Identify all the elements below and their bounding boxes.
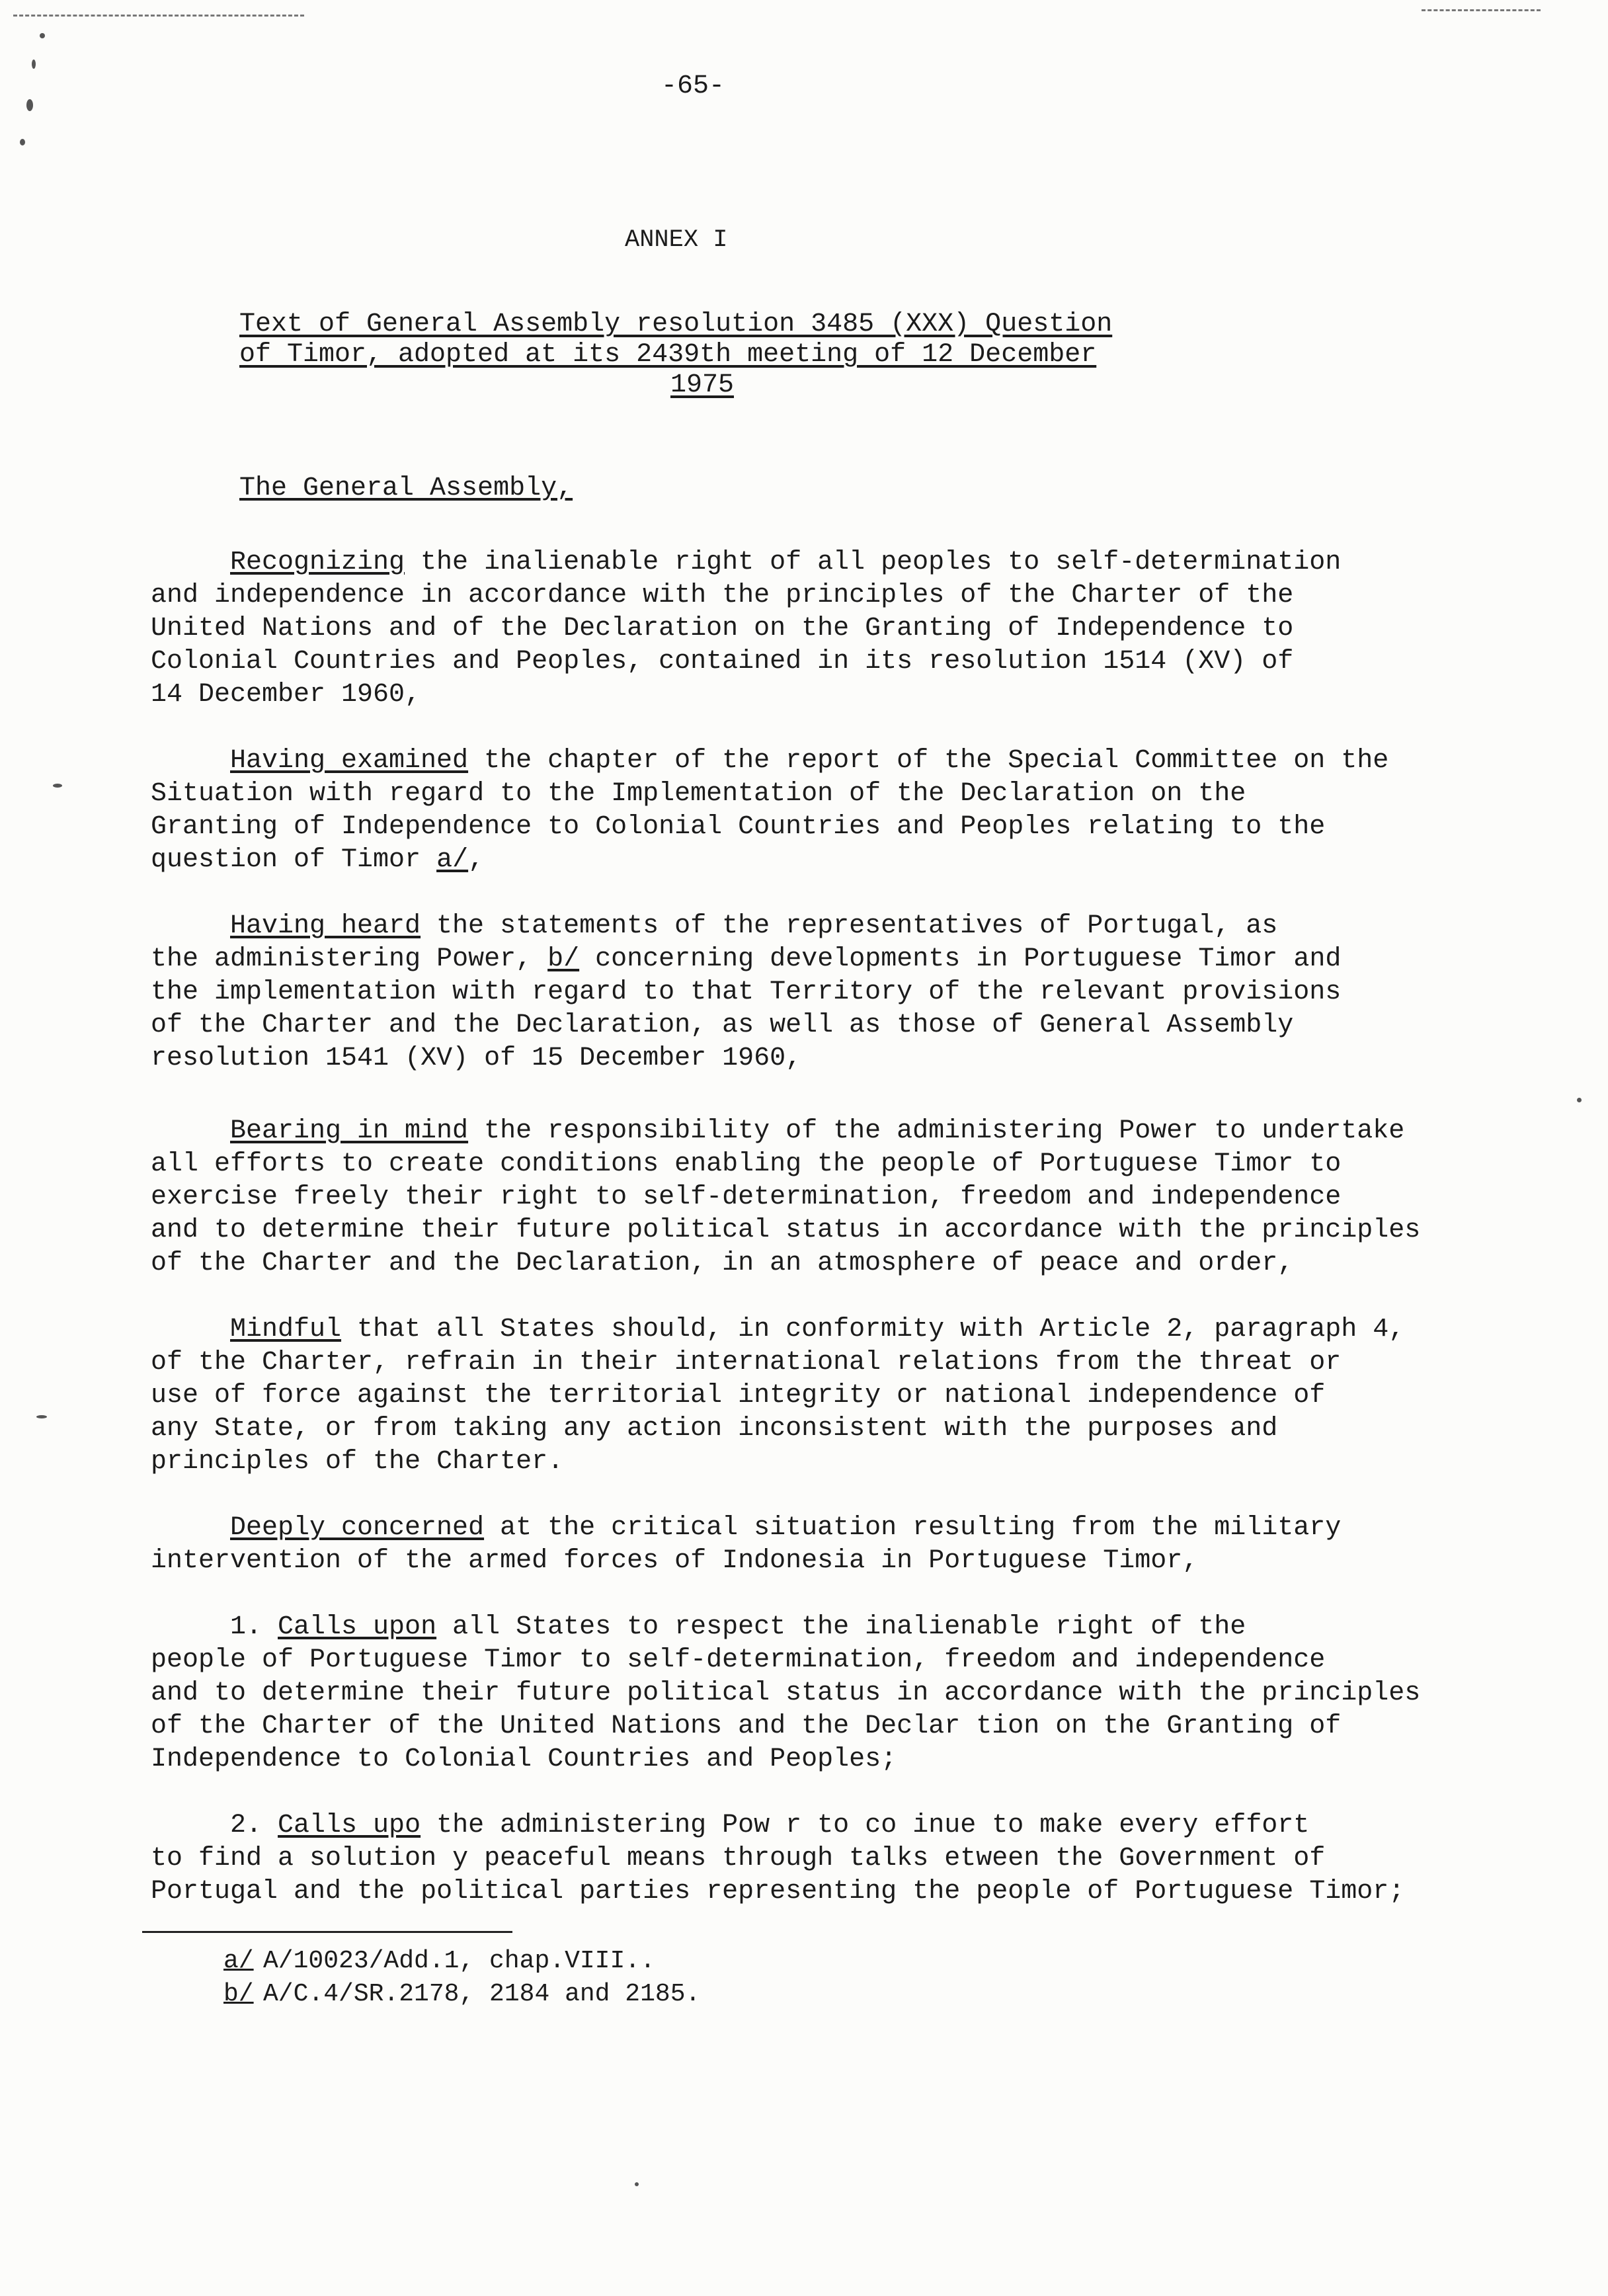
preamble-paragraph-having-heard: Having heard the statements of the representatives of Portugal, as the administering Power, b/ concerning developments in Portuguese Timor and the implementation with regard to that Territory of the relevant provisions of the Charter and the Declaration, as well as those of General Assembly resolution 1541 (XV) of 15 December 1960, [151,911,1342,1073]
scan-artifact [1422,9,1541,11]
footnote-ref-a: a/ [436,845,469,875]
preamble-paragraph-recognizing: Recognizing the inalienable right of all peoples to self-determination and independence in accordance with the principles of the Charter of the United Nations and of the Declaration on the Granting of Independence to Colonial Countries and Peoples, contained in its resolution 1514 (XV) of 14 December 1960, [151,548,1342,710]
operative-paragraph-2: 2. Calls upo the administering Pow r to co inue to make every effort to find a solution y peaceful means through talks etween the Government of Portugal and the political parties representing the people of Portuguese Timor; [151,1811,1405,1906]
preamble-paragraph-deeply-concerned: Deeply concerned at the critical situation resulting from the military intervention of the armed forces of Indonesia in Portuguese Timor, [151,1513,1342,1576]
paragraph-lead: Recognizing [230,548,405,577]
footnote-a: a/ A/10023/Add.1, chap.VIII.. [223,1947,655,1975]
page-number: -65- [661,71,725,101]
scan-speck [635,2182,639,2186]
scan-speck [36,1415,47,1418]
scan-speck [26,99,33,111]
paragraph-lead: Having heard [230,911,421,941]
preamble-paragraph-mindful: Mindful that all States should, in conformity with Article 2, paragraph 4, of the Charter, refrain in their international relations from the threat or use of force against the territorial integrity or national independence of any State, or from taking any action inconsistent with the purposes and principles of the Charter. [151,1315,1405,1477]
title-line-2: of Timor, adopted at its 2439th meeting of 12 December [239,340,1097,370]
title-line-1: Text of General Assembly resolution 3485 (XXX) Question [239,309,1113,339]
title-line-3: 1975 [670,370,734,400]
scan-speck [32,60,36,69]
footnote-separator [142,1931,512,1933]
paragraph-number: 1. [230,1612,262,1642]
scan-speck [20,139,25,145]
footnote-mark: a/ [223,1947,254,1975]
paragraph-lead: Bearing in mind [230,1116,469,1146]
opening-phrase: The General Assembly, [239,473,573,503]
footnote-b: b/ A/C.4/SR.2178, 2184 and 2185. [223,1980,701,2008]
annex-heading: ANNEX I [625,226,728,254]
paragraph-lead: Calls upon [278,1612,437,1642]
paragraph-lead: Calls upo [278,1811,421,1840]
paragraph-lead: Mindful [230,1315,342,1344]
preamble-paragraph-bearing-in-mind: Bearing in mind the responsibility of the administering Power to undertake all efforts to create conditions enabling the people of Portuguese Timor to exercise freely their right to self-determination, freedom and independence and to determine their future political status in accordance with the principles of the Charter and the Declaration, in an atmosphere of peace and order, [151,1116,1421,1278]
footnote-ref-b: b/ [547,944,580,974]
operative-paragraph-1: 1. Calls upon all States to respect the inalienable right of the people of Portuguese Timor to self-determination, freedom and independence and to determine their future political status in accordance with the principles of the Charter of the United Nations and the Declar tion on the Granting of Independence to Colonial Countries and Peoples; [151,1612,1421,1774]
scan-speck [1577,1098,1582,1102]
resolution-title [239,309,1165,401]
scan-speck [40,33,45,38]
preamble-paragraph-having-examined: Having examined the chapter of the report of the Special Committee on the Situation with regard to the Implementation of the Declaration on the Granting of Independence to Colonial Countries and Peoples relating to the question of Timor a/, [151,746,1389,875]
scan-speck [53,784,62,788]
paragraph-number: 2. [230,1811,262,1840]
scan-artifact [13,15,304,17]
paragraph-lead: Deeply concerned [230,1513,485,1543]
paragraph-lead: Having examined [230,746,469,776]
footnote-mark: b/ [223,1980,254,2008]
